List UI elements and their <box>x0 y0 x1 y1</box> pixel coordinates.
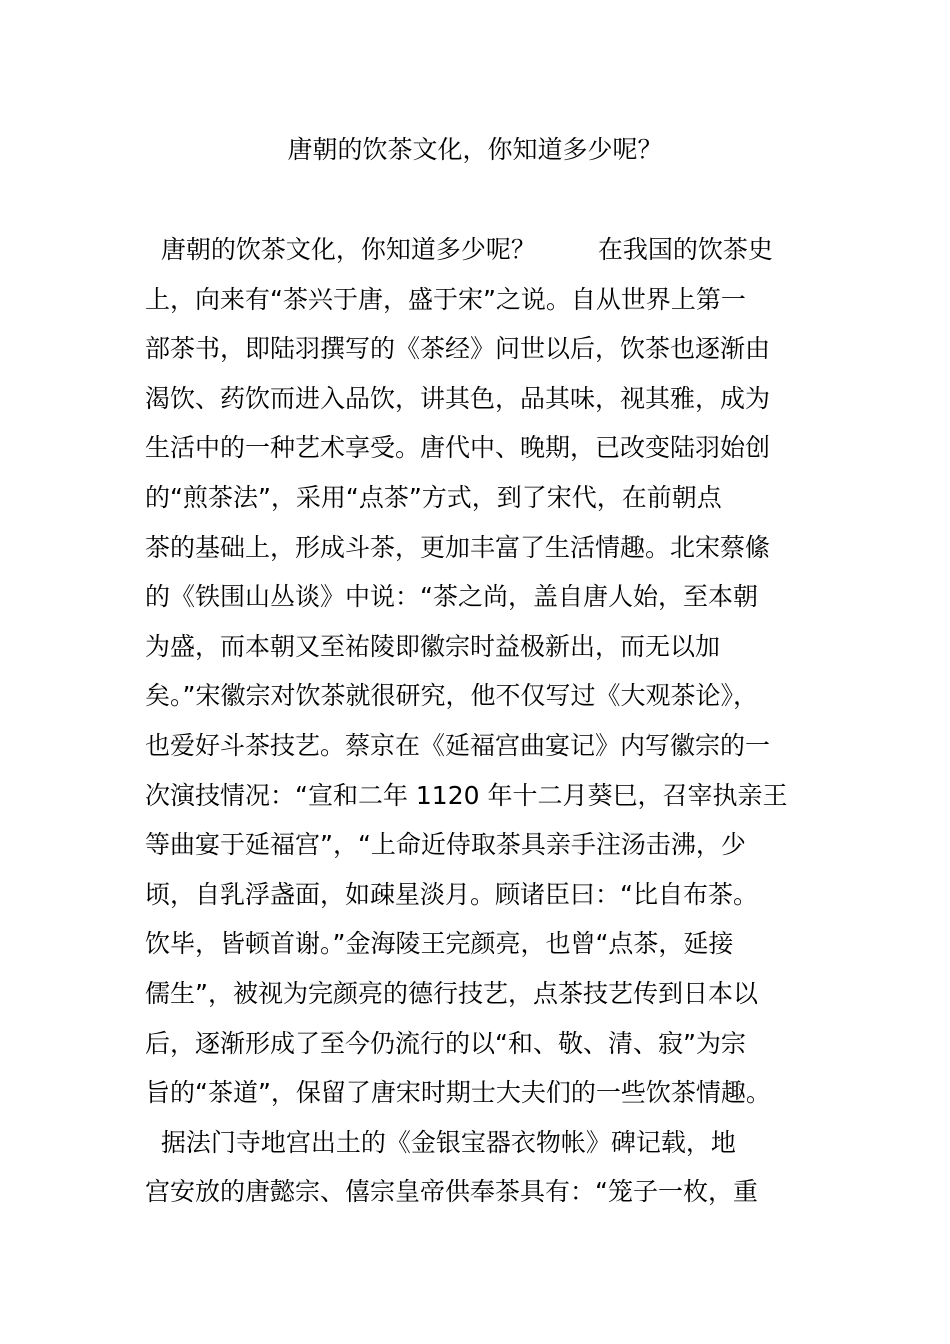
paragraph-line: 矣。”宋徽宗对饮茶就很研究，他不仅写过《大观茶论》， <box>145 681 758 711</box>
paragraph-line: 茶的基础上，形成斗茶，更加丰富了生活情趣。北宋蔡絛 <box>145 532 771 562</box>
document-body <box>145 232 845 1224</box>
paragraph-line: 饮毕，皆顿首谢。”金海陵王完颜亮，也曾“点茶，延接 <box>145 929 734 959</box>
inline-heading: 唐朝的饮茶文化，你知道多少呢？ <box>160 235 536 264</box>
document-title: 唐朝的饮茶文化，你知道多少呢？ <box>287 135 663 164</box>
paragraph-line: 也爱好斗茶技艺。蔡京在《延福宫曲宴记》内写徽宗的一 <box>145 730 771 760</box>
paragraph-line <box>145 232 845 282</box>
paragraph-line: 为盛，而本朝又至祐陵即徽宗时益极新出，而无以加 <box>145 631 721 661</box>
paragraph-line: 儒生”，被视为完颜亮的德行技艺，点茶技艺传到日本以 <box>145 978 758 1008</box>
paragraph-line: 宫安放的唐懿宗、僖宗皇帝供奉茶具有：“笼子一枚，重 <box>145 1177 758 1207</box>
paragraph-line <box>145 1125 845 1175</box>
paragraph-line: 后，逐渐形成了至今仍流行的以“和、敬、清、寂”为宗 <box>145 1028 746 1058</box>
paragraph-line: 次演技情况：“宣和二年 1120 年十二月葵巳，召宰执亲王 <box>145 780 788 810</box>
paragraph-text: 据法门寺地宫出土的《金银宝器衣物帐》碑记载，地 <box>160 1127 736 1157</box>
paragraph-line: 等曲宴于延福宫”，“上命近侍取茶具亲手注汤击沸，少 <box>145 830 746 860</box>
paragraph-line: 旨的“茶道”，保留了唐宋时期士大夫们的一些饮茶情趣。 <box>145 1078 771 1108</box>
paragraph-text: 在我国的饮茶史 <box>597 235 773 264</box>
paragraph-line: 部茶书，即陆羽撰写的《茶经》问世以后，饮茶也逐渐由 <box>145 334 771 364</box>
paragraph-line: 生活中的一种艺术享受。唐代中、晚期，已改变陆羽始创 <box>145 433 771 463</box>
paragraph-line: 的“煎茶法”，采用“点茶”方式，到了宋代，在前朝点 <box>145 482 722 512</box>
paragraph-line: 的《铁围山丛谈》中说：“茶之尚，盖自唐人始，至本朝 <box>145 582 758 612</box>
paragraph-line: 顷，自乳浮盏面，如疎星淡月。顾诸臣曰：“比自布茶。 <box>145 879 758 909</box>
paragraph-line: 上，向来有“茶兴于唐，盛于宋”之说。自从世界上第一 <box>145 284 746 314</box>
paragraph-line: 渴饮、药饮而进入品饮，讲其色，品其味，视其雅，成为 <box>145 383 771 413</box>
